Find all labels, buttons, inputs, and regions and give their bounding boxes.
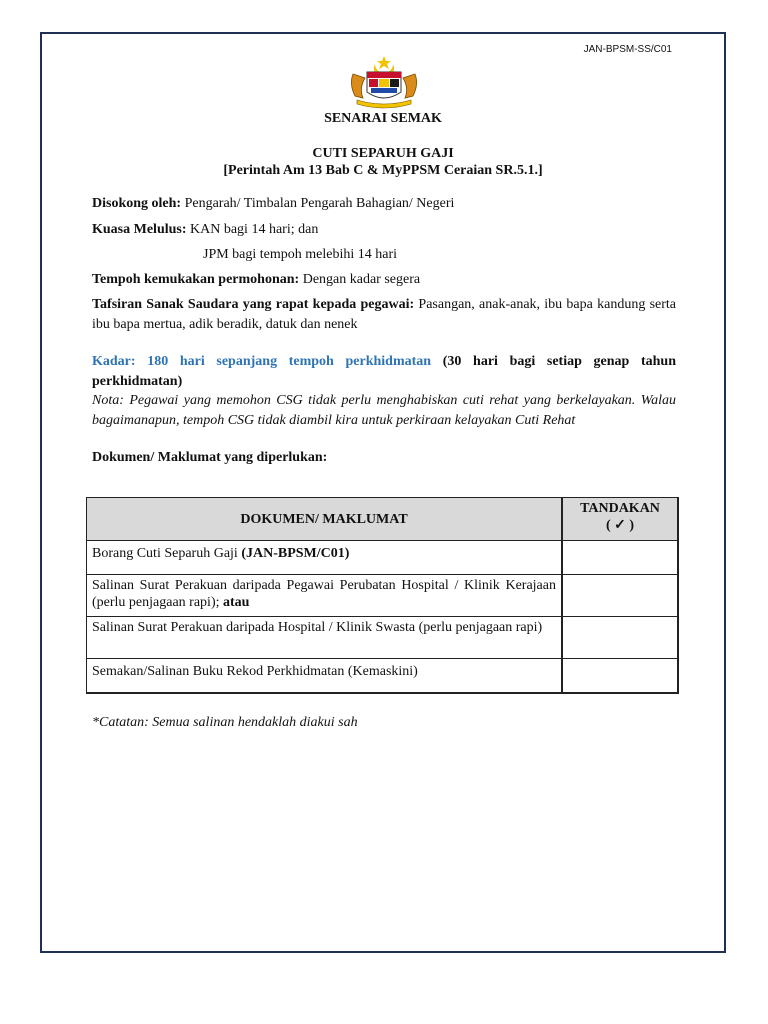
table-row (87, 617, 679, 659)
document-text: Salinan Surat Perakuan daripada Pegawai Perubatan Hospital / Klinik Kerajaan (perlu penjagaan rapi); (92, 578, 556, 610)
tafsiran-row (92, 295, 676, 335)
table-row (87, 659, 679, 693)
coat-of-arms-icon (345, 54, 423, 110)
checkbox-cell[interactable] (562, 541, 678, 575)
catatan-note: *Catatan: Semua salinan hendaklah diakui sah (92, 715, 358, 730)
document-title: SENARAI SEMAK (324, 111, 442, 126)
checkbox-cell[interactable] (562, 617, 678, 659)
table-row (87, 541, 679, 575)
tafsiran-label: Tafsiran Sanak Saudara yang rapat kepada pegawai: (92, 297, 415, 312)
document-conjunction: atau (223, 595, 250, 610)
kuasa-value-1: KAN bagi 14 hari; dan (190, 222, 319, 237)
kuasa-row (92, 220, 676, 240)
dokumen-heading: Dokumen/ Maklumat yang diperlukan: (92, 450, 328, 465)
document-code: JAN-BPSM-SS/C01 (583, 44, 672, 55)
tandakan-check-symbol: ( ✓ ) (605, 518, 635, 533)
kadar-detail: (30 hari bagi setiap genap tahun perkhidmatan) (92, 354, 676, 389)
kadar-rate: Kadar: 180 hari sepanjang tempoh perkhidmatan (92, 354, 432, 369)
table-row (87, 575, 679, 617)
document-cell (87, 659, 563, 693)
document-cell (87, 541, 563, 575)
kuasa-value-2: JPM bagi tempoh melebihi 14 hari (203, 247, 398, 262)
disokong-value: Pengarah/ Timbalan Pengarah Bahagian/ Negeri (184, 196, 455, 211)
document-cell (87, 617, 563, 659)
tafsiran-value: Pasangan, anak-anak, ibu bapa kandung serta ibu bapa mertua, adik beradik, datuk dan nenek (92, 297, 676, 332)
tandakan-label: TANDAKAN (580, 501, 660, 516)
checkbox-cell[interactable] (562, 659, 678, 693)
document-subtitle: CUTI SEPARUH GAJI (312, 146, 454, 161)
kadar-row (92, 352, 676, 392)
tempoh-label: Tempoh kemukakan permohonan: (92, 272, 300, 287)
tempoh-value: Dengan kadar segera (302, 272, 421, 287)
checkbox-cell[interactable] (562, 575, 678, 617)
column-header-dokumen: DOKUMEN/ MAKLUMAT (87, 498, 563, 541)
kuasa-label: Kuasa Melulus: (92, 222, 187, 237)
nota-text: Nota: Pegawai yang memohon CSG tidak perlu menghabiskan cuti rehat yang berkelayakan. Walau bagaimanapun, tempoh CSG tidak diambil kira untuk perkiraan kelayakan Cuti Rehat (92, 393, 676, 428)
checklist-table (86, 497, 679, 694)
column-header-tandakan (562, 498, 678, 541)
document-text: Semakan/Salinan Buku Rekod Perkhidmatan (Kemaskini) (92, 664, 418, 679)
disokong-row (92, 194, 676, 214)
tempoh-row (92, 270, 676, 290)
table-header-row (87, 498, 679, 541)
document-reference: [Perintah Am 13 Bab C & MyPPSM Ceraian SR.5.1.] (223, 163, 543, 178)
disokong-label: Disokong oleh: (92, 196, 182, 211)
document-text: Borang Cuti Separuh Gaji (92, 546, 242, 561)
document-text: Salinan Surat Perakuan daripada Hospital / Klinik Swasta (perlu penjagaan rapi) (92, 620, 543, 635)
document-cell (87, 575, 563, 617)
document-code-text: (JAN-BPSM/C01) (241, 546, 350, 561)
